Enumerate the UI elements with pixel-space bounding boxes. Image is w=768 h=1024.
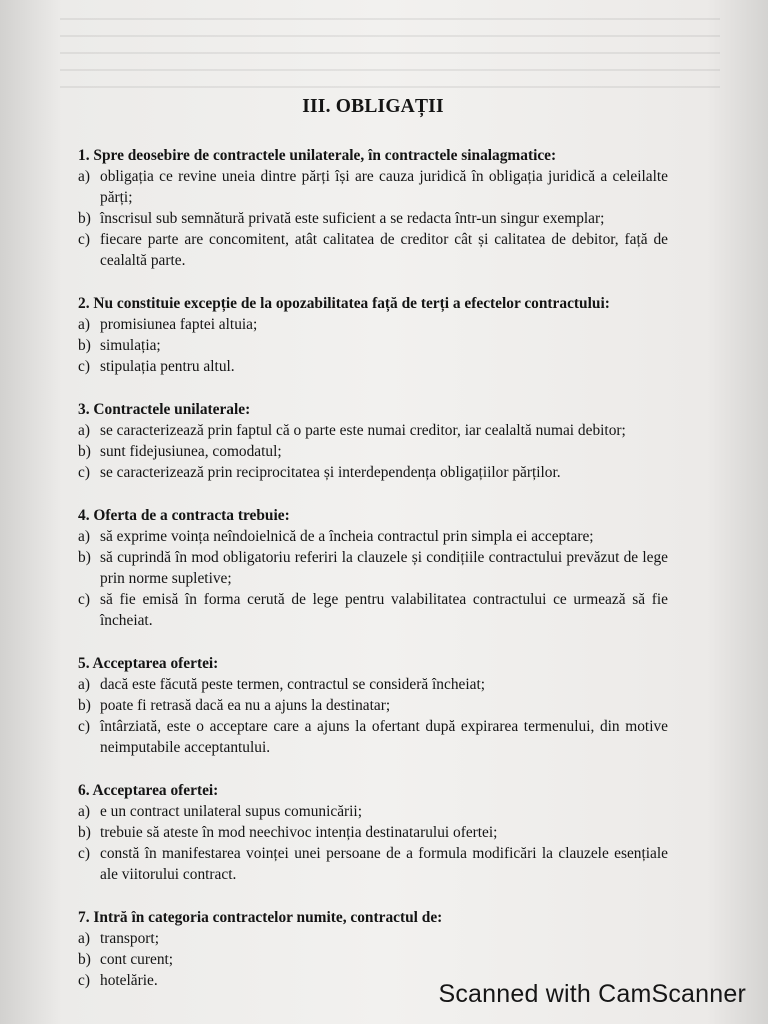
answer-option [78,674,668,695]
answer-option [78,314,668,335]
answer-option [78,335,668,356]
option-letter: a) [78,930,90,947]
answer-option [78,695,668,716]
question-block [78,653,668,758]
option-text: simulația; [100,337,161,354]
question-title: 1. Spre deosebire de contractele unilaterale, în contractele sinalagmatice: [78,147,557,164]
option-letter: b) [78,549,91,566]
option-text: să fie emisă în forma cerută de lege pentru valabilitatea contractului ce urmează să fie încheiat. [100,591,668,629]
question-title: 7. Intră în categoria contractelor numite, contractul de: [78,909,443,926]
option-text: cont curent; [100,951,174,968]
question-title: 5. Acceptarea ofertei: [78,655,219,672]
option-text: trebuie să ateste în mod neechivoc intenția destinatarului ofertei; [100,824,498,841]
question-title: 2. Nu constituie excepție de la opozabilitatea față de terți a efectelor contractului: [78,295,610,312]
answer-option [78,229,668,271]
answer-option [78,589,668,631]
option-letter: b) [78,210,91,227]
answer-option [78,949,668,970]
answer-option [78,843,668,885]
answer-option [78,822,668,843]
answer-option [78,928,668,949]
option-letter: c) [78,718,90,735]
question-title: 6. Acceptarea ofertei: [78,782,219,799]
option-text: dacă este făcută peste termen, contractul se consideră încheiat; [100,676,485,693]
option-letter: a) [78,422,90,439]
option-letter: c) [78,972,90,989]
answer-option [78,462,668,483]
option-text: transport; [100,930,159,947]
answer-option [78,208,668,229]
section-title: III. OBLIGAȚII [302,96,444,117]
answer-option [78,716,668,758]
option-letter: c) [78,845,90,862]
option-letter: b) [78,443,91,460]
option-text: e un contract unilateral supus comunicării; [100,803,362,820]
option-text: întârziată, este o acceptare care a ajuns la ofertant după expirarea termenului, din motive neimputabile acceptantului. [100,718,668,756]
question-block [78,780,668,885]
option-text: înscrisul sub semnătură privată este suficient a se redacta într-un singur exemplar; [100,210,605,227]
answer-option [78,420,668,441]
question-block [78,145,668,271]
answer-option [78,801,668,822]
question-block [78,293,668,377]
answer-option [78,526,668,547]
option-text: să exprime voința neîndoielnică de a încheia contractul prin simpla ei acceptare; [100,528,594,545]
option-letter: b) [78,824,91,841]
option-letter: c) [78,464,90,481]
option-letter: c) [78,591,90,608]
question-block [78,505,668,631]
option-letter: a) [78,676,90,693]
question-block [78,399,668,483]
option-letter: c) [78,358,90,375]
answer-option [78,166,668,208]
option-letter: b) [78,951,91,968]
question-block [78,907,668,991]
page-content [78,96,668,1013]
option-text: constă în manifestarea voinței unei persoane de a formula modificări la clauzele esențiale ale viitorului contract. [100,845,668,883]
question-title: 4. Oferta de a contracta trebuie: [78,507,290,524]
question-title: 3. Contractele unilaterale: [78,401,251,418]
option-text: sunt fidejusiunea, comodatul; [100,443,282,460]
option-text: se caracterizează prin faptul că o parte este numai creditor, iar cealaltă numai debitor; [100,422,626,439]
answer-option [78,441,668,462]
option-text: stipulația pentru altul. [100,358,235,375]
option-text: promisiunea faptei altuia; [100,316,258,333]
question-list [78,145,668,991]
option-text: obligația ce revine uneia dintre părți își are cauza juridică în obligația juridică a celeilalte părți; [100,168,668,206]
option-text: fiecare parte are concomitent, atât calitatea de creditor cât și calitatea de debitor, față de cealaltă parte. [100,231,668,269]
option-letter: a) [78,316,90,333]
option-letter: b) [78,337,91,354]
option-text: hotelărie. [100,972,158,989]
bleed-through-text [60,18,720,98]
answer-option [78,356,668,377]
camscanner-watermark: Scanned with CamScanner [438,980,746,1008]
option-letter: a) [78,168,90,185]
option-letter: a) [78,803,90,820]
option-letter: c) [78,231,90,248]
option-text: poate fi retrasă dacă ea nu a ajuns la destinatar; [100,697,391,714]
option-letter: b) [78,697,91,714]
option-text: să cuprindă în mod obligatoriu referiri la clauzele și condițiile contractului prevăzut de lege prin norme supletive; [100,549,668,587]
option-text: se caracterizează prin reciprocitatea și interdependența obligațiilor părților. [100,464,561,481]
option-letter: a) [78,528,90,545]
answer-option [78,547,668,589]
